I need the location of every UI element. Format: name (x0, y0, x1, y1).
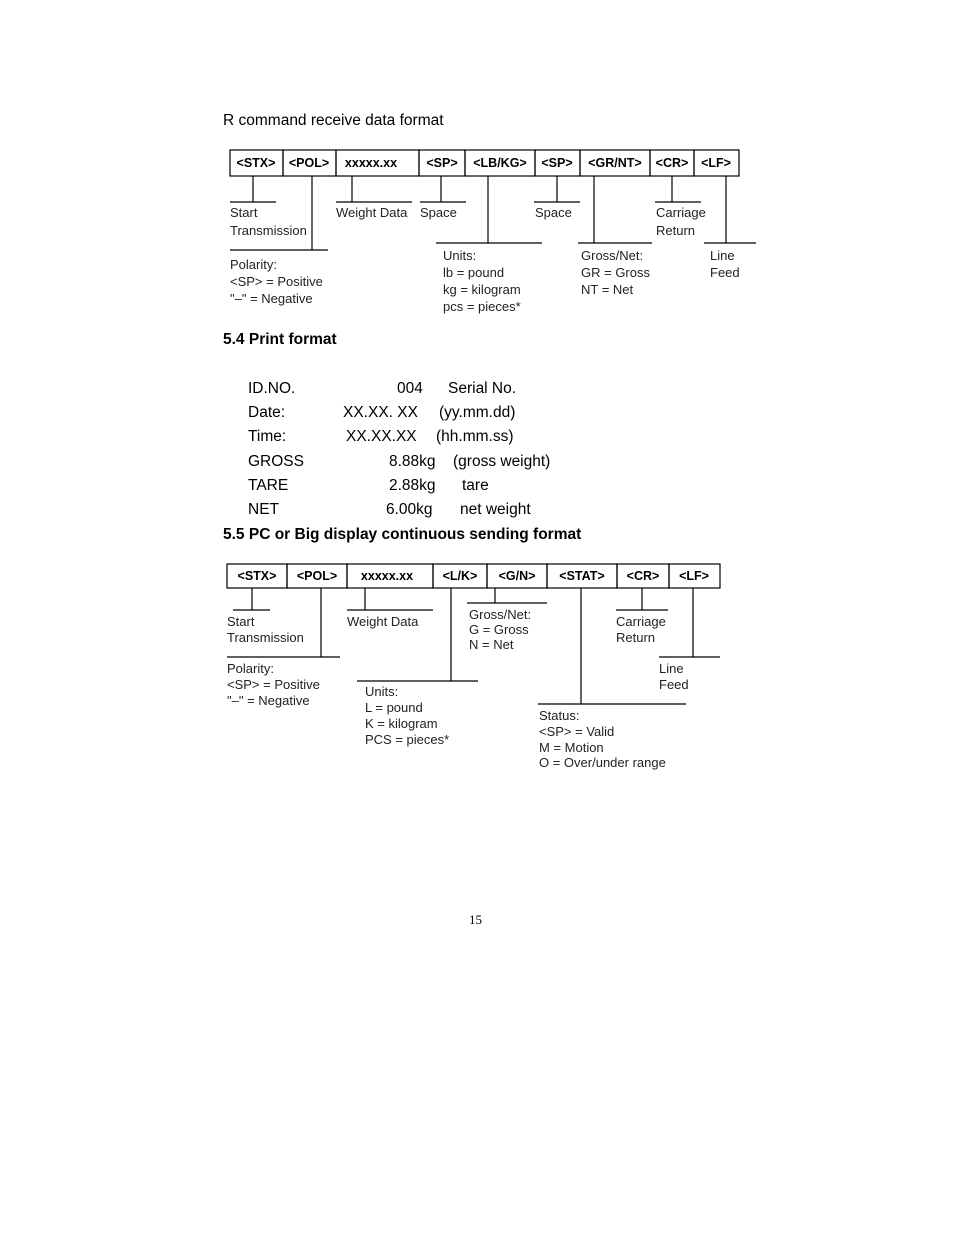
r-units-label-1: Units: (443, 248, 477, 263)
print-row-value-time: XX.XX.XX (346, 428, 417, 445)
print-format-heading: 5.4 Print format (223, 331, 337, 348)
r-grossnet-label-3: NT = Net (581, 282, 634, 297)
r-linefeed-label-2: Feed (710, 265, 740, 280)
print-row-note-time: (hh.mm.ss) (436, 428, 514, 445)
print-row-note-net: net weight (460, 501, 531, 518)
c-polarity-label-3: "–" = Negative (227, 693, 310, 708)
c-start-label-2: Transmission (227, 630, 304, 645)
print-row-label-time: Time: (248, 428, 287, 445)
c-polarity-label-2: <SP> = Positive (227, 677, 320, 692)
c-field-pol: <POL> (296, 569, 338, 583)
r-grossnet-label-1: Gross/Net: (581, 248, 644, 263)
c-field-weight: xxxxx.xx (360, 569, 414, 583)
r-carriage-label-1: Carriage (656, 205, 706, 220)
print-row-label-gross: GROSS (248, 453, 304, 470)
c-grossnet-label-1: Gross/Net: (469, 607, 532, 622)
c-units-label-3: K = kilogram (365, 716, 438, 731)
c-grossnet-label-3: N = Net (469, 637, 514, 652)
r-field-sp1: <SP> (426, 156, 458, 170)
print-row-note-date: (yy.mm.dd) (439, 404, 516, 421)
print-row-value-tare: 2.88kg (389, 477, 436, 494)
print-row-note-id: Serial No. (448, 380, 517, 397)
c-start-label-1: Start (227, 614, 255, 629)
c-status-label-4: O = Over/under range (539, 755, 666, 770)
r-grossnet-label-2: GR = Gross (581, 265, 650, 280)
print-row-label-net: NET (248, 501, 279, 518)
r-field-lf: <LF> (701, 156, 731, 170)
r-units-label-3: kg = kilogram (443, 282, 521, 297)
print-row-value-id: 004 (397, 380, 423, 397)
c-units-label-2: L = pound (365, 700, 423, 715)
r-field-stx: <STX> (236, 156, 276, 170)
r-field-lbkg: <LB/KG> (473, 156, 527, 170)
r-start-label-2: Transmission (230, 223, 307, 238)
r-field-weight: xxxxx.xx (344, 156, 398, 170)
c-linefeed-label-2: Feed (659, 677, 689, 692)
r-field-grnt: <GR/NT> (588, 156, 642, 170)
page-number: 15 (469, 912, 482, 927)
c-field-gn: <G/N> (498, 569, 536, 583)
c-status-label-1: Status: (539, 708, 580, 723)
c-field-stx: <STX> (237, 569, 277, 583)
r-carriage-label-2: Return (656, 223, 696, 238)
r-linefeed-label-1: Line (710, 248, 735, 263)
c-carriage-label-1: Carriage (616, 614, 666, 629)
c-linefeed-label-1: Line (659, 661, 684, 676)
r-space2-label: Space (535, 205, 572, 220)
c-status-label-2: <SP> = Valid (539, 724, 615, 739)
print-row-label-date: Date: (248, 404, 286, 421)
print-row-label-tare: TARE (248, 477, 289, 494)
continuous-format-heading: 5.5 PC or Big display continuous sending format (223, 526, 582, 543)
c-units-label-1: Units: (365, 684, 399, 699)
r-field-pol: <POL> (288, 156, 330, 170)
c-polarity-label-1: Polarity: (227, 661, 274, 676)
c-units-label-4: PCS = pieces* (365, 732, 450, 747)
print-row-value-net: 6.00kg (386, 501, 433, 518)
r-field-cr: <CR> (655, 156, 689, 170)
c-status-label-3: M = Motion (539, 740, 604, 755)
r-units-label-2: lb = pound (443, 265, 505, 280)
r-field-sp2: <SP> (541, 156, 573, 170)
c-grossnet-label-2: G = Gross (469, 622, 529, 637)
print-row-note-tare: tare (462, 477, 489, 494)
r-polarity-label-2: <SP> = Positive (230, 274, 323, 289)
print-row-label-id: ID.NO. (248, 380, 296, 397)
r-polarity-label-1: Polarity: (230, 257, 277, 272)
c-field-lk: <L/K> (442, 569, 478, 583)
r-polarity-label-3: "–" = Negative (230, 291, 313, 306)
c-field-lf: <LF> (679, 569, 709, 583)
print-row-note-gross: (gross weight) (453, 453, 551, 470)
r-command-title: R command receive data format (223, 112, 444, 129)
c-carriage-label-2: Return (616, 630, 656, 645)
print-row-value-date: XX.XX. XX (343, 404, 418, 421)
r-start-label-1: Start (230, 205, 258, 220)
print-row-value-gross: 8.88kg (389, 453, 436, 470)
c-weight-label: Weight Data (347, 614, 419, 629)
c-field-cr: <CR> (626, 569, 660, 583)
c-field-stat: <STAT> (559, 569, 605, 583)
r-units-label-4: pcs = pieces* (443, 299, 521, 314)
r-space1-label: Space (420, 205, 457, 220)
r-weight-label: Weight Data (336, 205, 408, 220)
